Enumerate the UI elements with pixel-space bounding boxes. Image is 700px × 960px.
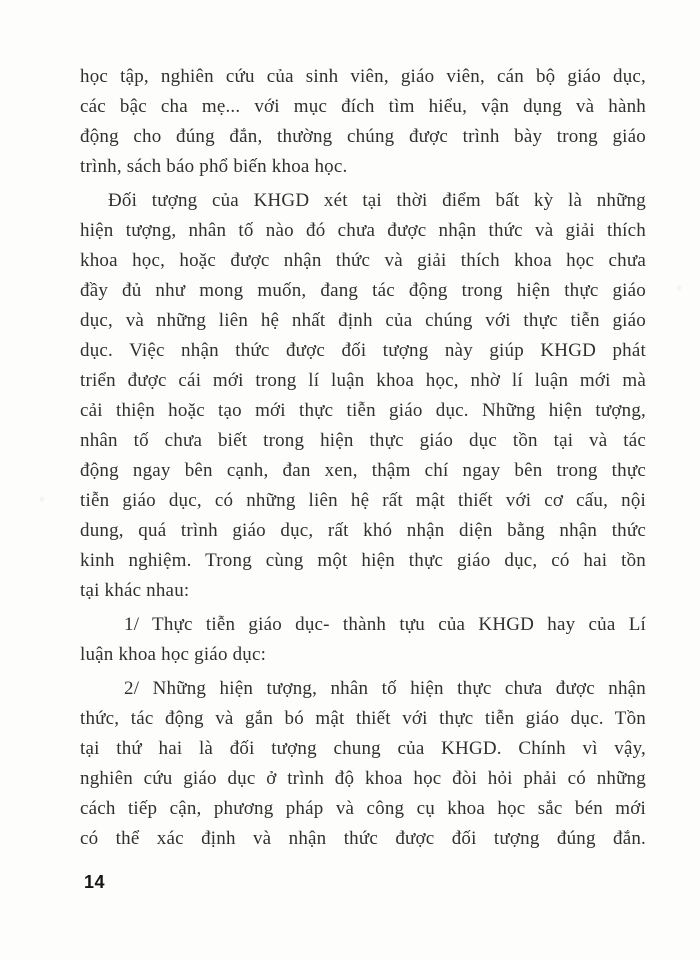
page-body-text: [80, 62, 646, 854]
text-line: luận khoa học giáo dục:: [80, 644, 267, 665]
text-line: dung, quá trình giáo dục, rất khó nhận diện bằng nhận thức: [80, 520, 646, 541]
text-line: nghiên cứu giáo dục ở trình độ khoa học đòi hỏi phải có những: [80, 768, 646, 789]
text-line: hiện tượng, nhân tố nào đó chưa được nhận thức và giải thích: [80, 220, 646, 241]
text-line: tại khác nhau:: [80, 580, 190, 601]
paragraph-2: [80, 186, 646, 606]
text-line: có thể xác định và nhận thức được đối tượng đúng đắn.: [80, 828, 646, 849]
paragraph-1: [80, 62, 646, 182]
text-line: triển được cái mới trong lí luận khoa học, nhờ lí luận mới mà: [80, 370, 646, 391]
text-line: động cho đúng đắn, thường chúng được trình bày trong giáo: [80, 126, 646, 147]
text-line: dục. Việc nhận thức được đối tượng này giúp KHGD phát: [80, 340, 646, 361]
paragraph-3-list-item-1: [80, 610, 646, 670]
text-line: 1/ Thực tiễn giáo dục- thành tựu của KHGD hay của Lí: [124, 614, 646, 635]
text-line: 2/ Những hiện tượng, nhân tố hiện thực chưa được nhận: [124, 678, 646, 699]
text-line: đầy đủ như mong muốn, đang tác động trong hiện thực giáo: [80, 280, 646, 301]
page-number: 14: [84, 872, 106, 892]
paragraph-4-list-item-2: [80, 674, 646, 854]
text-line: nhân tố chưa biết trong hiện thực giáo dục tồn tại và tác: [80, 430, 646, 451]
text-line: các bậc cha mẹ... với mục đích tìm hiểu, vận dụng và hành: [80, 96, 646, 117]
text-line: tiễn giáo dục, có những liên hệ rất mật thiết với cơ cấu, nội: [80, 490, 646, 511]
text-line: động ngay bên cạnh, đan xen, thậm chí ngay bên trong thực: [80, 460, 646, 481]
text-line: trình, sách báo phổ biến khoa học.: [80, 156, 348, 177]
text-line: học tập, nghiên cứu của sinh viên, giáo viên, cán bộ giáo dục,: [80, 66, 646, 87]
text-line: thức, tác động và gắn bó mật thiết với thực tiễn giáo dục. Tồn: [80, 708, 646, 729]
text-line: khoa học, hoặc được nhận thức và giải thích khoa học chưa: [80, 250, 646, 271]
text-line: dục, và những liên hệ nhất định của chúng với thực tiễn giáo: [80, 310, 646, 331]
text-line: kinh nghiệm. Trong cùng một hiện thực giáo dục, có hai tồn: [80, 550, 646, 571]
text-line: Đối tượng của KHGD xét tại thời điểm bất kỳ là những: [108, 190, 646, 211]
text-line: tại thứ hai là đối tượng chung của KHGD. Chính vì vậy,: [80, 738, 646, 759]
text-line: cải thiện hoặc tạo mới thực tiễn giáo dục. Những hiện tượng,: [80, 400, 646, 421]
text-line: cách tiếp cận, phương pháp và công cụ khoa học sắc bén mới: [80, 798, 646, 819]
